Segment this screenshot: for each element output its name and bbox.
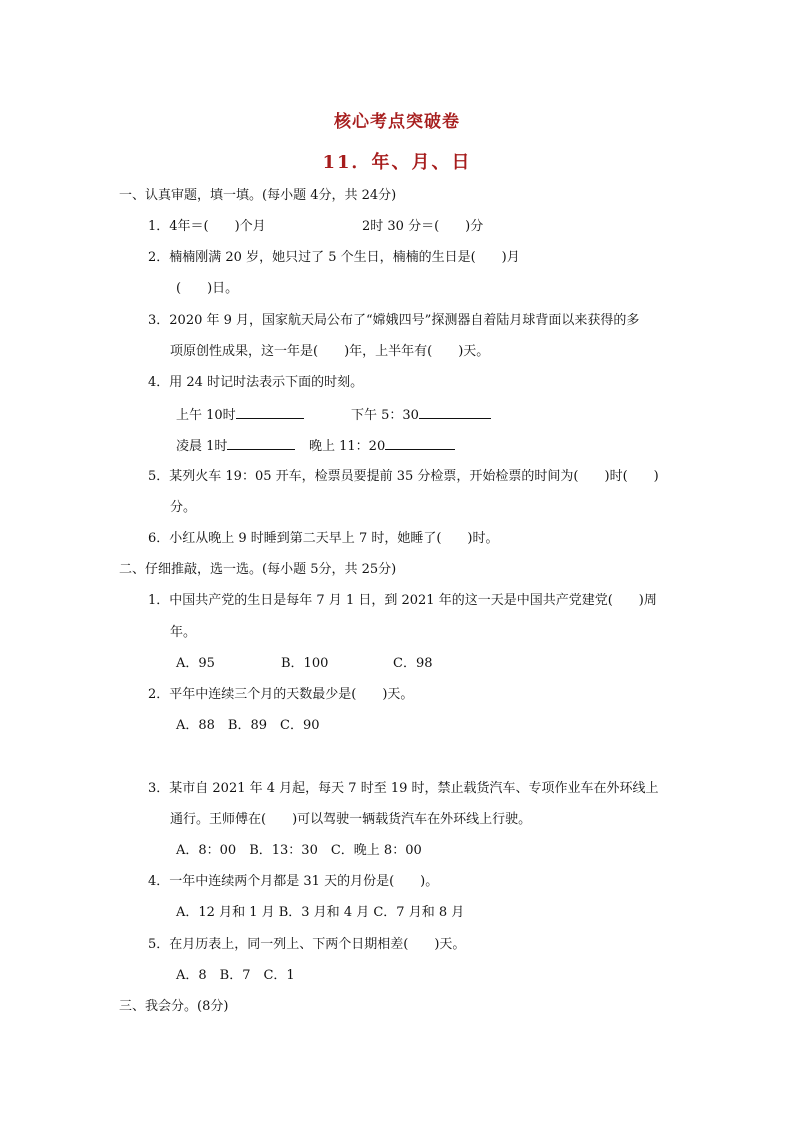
s2-q3-options[interactable]: A．8：00 B．13：30 C．晚上 8：00 bbox=[176, 843, 422, 858]
section3-heading: 三、我会分。(8分) bbox=[119, 999, 229, 1014]
s1-q1-a: 1．4年＝( )个月 bbox=[148, 219, 266, 234]
s1-q4-a-label: 上午 10时 bbox=[176, 408, 236, 423]
page-title: 核心考点突破卷 bbox=[334, 112, 460, 132]
answer-blank[interactable] bbox=[385, 437, 455, 450]
s2-q1-option-c[interactable]: C．98 bbox=[393, 656, 433, 671]
s1-q4-d bbox=[309, 437, 455, 455]
s2-q1-line1: 1．中国共产党的生日是每年 7 月 1 日，到 2021 年的这一天是中国共产党建党( )周 bbox=[148, 593, 657, 608]
s2-q4-line1: 4．一年中连续两个月都是 31 天的月份是( )。 bbox=[148, 874, 439, 889]
s1-q3-line2: 项原创性成果，这一年是( )年，上半年有( )天。 bbox=[170, 344, 490, 359]
s1-q4-a bbox=[176, 406, 304, 424]
s2-q2-options[interactable]: A．88 B．89 C．90 bbox=[176, 718, 320, 733]
section2-heading: 二、仔细推敲，选一选。(每小题 5分，共 25分) bbox=[119, 562, 397, 577]
answer-blank[interactable] bbox=[419, 406, 491, 419]
s2-q3-line2: 通行。王师傅在( )可以驾驶一辆载货汽车在外环线上行驶。 bbox=[170, 812, 532, 827]
s2-q3-line1: 3．某市自 2021 年 4 月起，每天 7 时至 19 时，禁止载货汽车、专项作业车在外环线上 bbox=[148, 781, 659, 796]
answer-blank[interactable] bbox=[236, 406, 304, 419]
s1-q6: 6．小红从晚上 9 时睡到第二天早上 7 时，她睡了( )时。 bbox=[148, 531, 499, 546]
s1-q4-c bbox=[176, 437, 295, 455]
s2-q5-line1: 5．在月历表上，同一列上、下两个日期相差( )天。 bbox=[148, 937, 466, 952]
s1-q5-line2: 分。 bbox=[170, 500, 197, 515]
s1-q4-c-label: 凌晨 1时 bbox=[176, 439, 228, 454]
s2-q1-option-a[interactable]: A．95 bbox=[176, 656, 215, 671]
s2-q1-option-b[interactable]: B．100 bbox=[281, 656, 329, 671]
s1-q4-intro: 4．用 24 时记时法表示下面的时刻。 bbox=[148, 375, 364, 390]
s2-q4-options[interactable]: A．12 月和 1 月 B．3 月和 4 月 C．7 月和 8 月 bbox=[176, 905, 465, 920]
s1-q4-d-label: 晚上 11：20 bbox=[309, 439, 386, 454]
s1-q3-line1: 3．2020 年 9 月，国家航天局公布了“嫦娥四号”探测器自着陆月球背面以来获得的多 bbox=[148, 313, 640, 328]
page-subtitle: 11．年、月、日 bbox=[322, 152, 472, 173]
s2-q2-line1: 2．平年中连续三个月的天数最少是( )天。 bbox=[148, 687, 414, 702]
s1-q4-b bbox=[351, 406, 491, 424]
s1-q2-line1: 2．楠楠刚满 20 岁，她只过了 5 个生日，楠楠的生日是( )月 bbox=[148, 250, 520, 265]
s1-q5-line1: 5．某列火车 19：05 开车，检票员要提前 35 分检票，开始检票的时间为( )时( ) bbox=[148, 469, 659, 484]
s2-q1-line2: 年。 bbox=[170, 625, 197, 640]
s1-q1-b: 2时 30 分＝( )分 bbox=[362, 219, 484, 234]
s1-q2-line2: ( )日。 bbox=[176, 281, 239, 296]
section1-heading: 一、认真审题，填一填。(每小题 4分，共 24分) bbox=[119, 188, 397, 203]
s2-q5-options[interactable]: A．8 B．7 C．1 bbox=[176, 968, 295, 983]
s1-q4-b-label: 下午 5：30 bbox=[351, 408, 419, 423]
answer-blank[interactable] bbox=[227, 437, 295, 450]
